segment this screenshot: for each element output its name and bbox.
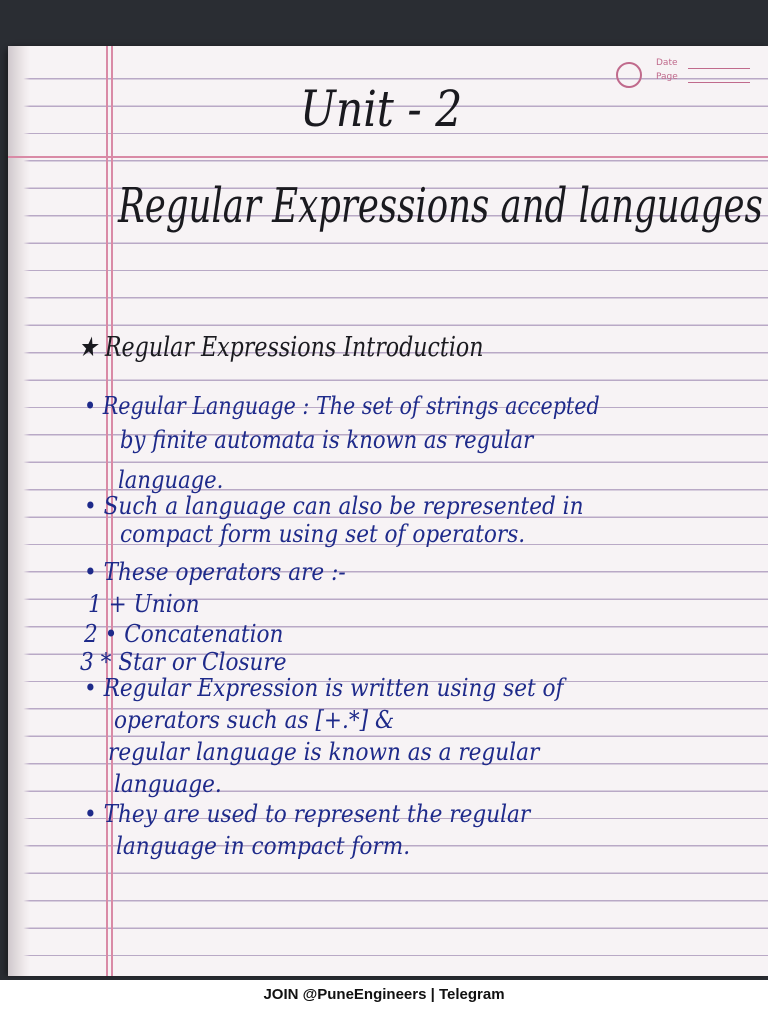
chapter-title: Regular Expressions and languages — [118, 178, 763, 234]
date-label: Date — [656, 58, 678, 68]
note-line: • They are used to represent the regular — [84, 800, 531, 828]
page-line — [688, 82, 750, 83]
date-page-box — [616, 54, 756, 94]
section-heading: ★ Regular Expressions Introduction — [78, 332, 484, 363]
note-line: operators such as [+.*] & — [114, 706, 395, 734]
note-line: • Regular Language : The set of strings accepted — [84, 392, 600, 420]
top-rule — [8, 156, 768, 158]
notebook-logo-icon — [616, 62, 642, 88]
page-binding — [8, 46, 30, 976]
note-line: language. — [118, 466, 224, 494]
note-line: language. — [114, 770, 222, 798]
note-line: 2 • Concatenation — [84, 620, 284, 648]
page-label: Page — [656, 72, 678, 82]
note-line: • These operators are :- — [84, 558, 346, 586]
note-line: • Regular Expression is written using set of — [84, 674, 564, 702]
note-line: • Such a language can also be represented in — [84, 492, 584, 520]
date-line — [688, 68, 750, 69]
unit-title: Unit - 2 — [300, 80, 463, 138]
note-line: by finite automata is known as regular — [120, 426, 534, 454]
note-line: 1 + Union — [88, 590, 200, 618]
note-line: regular language is known as a regular — [108, 738, 540, 766]
footer-banner: JOIN @PuneEngineers | Telegram — [263, 986, 505, 1003]
note-line: compact form using set of operators. — [120, 520, 526, 548]
note-line: 3 * Star or Closure — [80, 648, 287, 676]
note-line: language in compact form. — [116, 832, 411, 860]
